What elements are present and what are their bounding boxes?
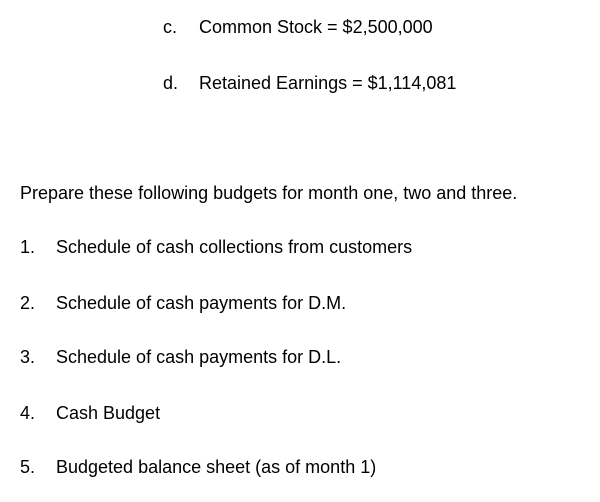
budget-item-1 bbox=[20, 236, 412, 258]
list-marker: 4. bbox=[20, 403, 36, 423]
budget-item-2 bbox=[20, 292, 346, 314]
sub-item-retained-earnings bbox=[163, 72, 456, 94]
list-marker: 5. bbox=[20, 457, 36, 477]
list-item-text: Common Stock = $2,500,000 bbox=[199, 17, 433, 37]
list-item-text: Budgeted balance sheet (as of month 1) bbox=[56, 457, 377, 477]
instruction-text: Prepare these following budgets for month one, two and three. bbox=[20, 183, 518, 203]
list-item-text: Retained Earnings = $1,114,081 bbox=[199, 73, 457, 93]
list-marker: 1. bbox=[20, 237, 36, 257]
budget-item-5 bbox=[20, 456, 376, 478]
list-marker: c. bbox=[163, 17, 178, 37]
budget-item-4 bbox=[20, 402, 160, 424]
list-item-text: Schedule of cash payments for D.M. bbox=[56, 293, 347, 313]
list-item-text: Cash Budget bbox=[56, 403, 161, 423]
budget-item-3 bbox=[20, 346, 341, 368]
list-item-text: Schedule of cash payments for D.L. bbox=[56, 347, 342, 367]
list-item-text: Schedule of cash collections from customers bbox=[56, 237, 413, 257]
list-marker: 2. bbox=[20, 293, 36, 313]
sub-item-common-stock bbox=[163, 16, 433, 38]
list-marker: d. bbox=[163, 73, 179, 93]
list-marker: 3. bbox=[20, 347, 36, 367]
